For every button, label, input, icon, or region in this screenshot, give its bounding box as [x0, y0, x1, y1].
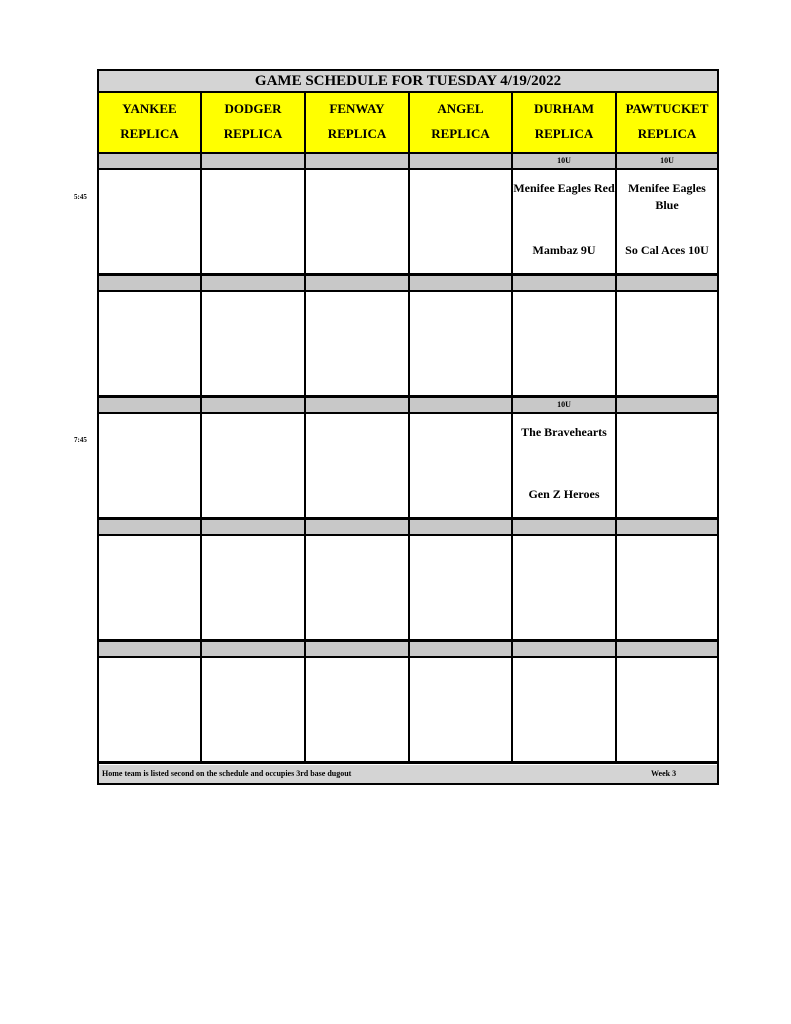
division-band [202, 520, 306, 536]
game-cell [306, 536, 410, 642]
game-cell [202, 414, 306, 520]
division-band [513, 276, 617, 292]
division-band [617, 642, 717, 658]
away-team: Menifee Eagles Blue [628, 181, 706, 212]
game-cell [513, 170, 617, 276]
game-cell [513, 414, 617, 520]
field-type: REPLICA [637, 126, 697, 141]
field-header-durham [513, 93, 617, 154]
game-cell [99, 658, 202, 764]
game-cell [202, 658, 306, 764]
footer-bar [99, 765, 717, 783]
division-band [617, 276, 717, 292]
page-title: GAME SCHEDULE FOR TUESDAY 4/19/2022 [99, 71, 717, 93]
game-cell [513, 536, 617, 642]
game-cell [306, 170, 410, 276]
away-team: The Bravehearts [521, 425, 607, 439]
field-header-fenway [306, 93, 410, 154]
time-label-slot-3: 7:45 [74, 436, 87, 444]
game-cell [306, 292, 410, 398]
game-cell [617, 414, 717, 520]
game-cell [99, 292, 202, 398]
division-band: 10U [513, 398, 617, 414]
footer-note: Home team is listed second on the schedule and occupies 3rd base dugout [102, 769, 352, 778]
division-band [202, 398, 306, 414]
field-name: PAWTUCKET [625, 101, 709, 116]
division-band [410, 154, 513, 170]
division-band: 10U [617, 154, 717, 170]
division-band [617, 520, 717, 536]
division-band [306, 398, 410, 414]
game-cell [99, 414, 202, 520]
field-type: REPLICA [431, 126, 490, 141]
field-name: ANGEL [437, 101, 484, 116]
game-cell [99, 536, 202, 642]
home-team: Gen Z Heroes [528, 487, 600, 501]
division-band [202, 642, 306, 658]
schedule-sheet [97, 69, 719, 785]
field-header-yankee [99, 93, 202, 154]
game-cell [617, 170, 717, 276]
division-band [306, 276, 410, 292]
field-type: REPLICA [120, 126, 179, 141]
game-cell [410, 658, 513, 764]
division-band [617, 398, 717, 414]
division-band [410, 276, 513, 292]
division-band [410, 398, 513, 414]
game-cell [513, 658, 617, 764]
game-cell [617, 658, 717, 764]
division-band [202, 154, 306, 170]
division-band [306, 642, 410, 658]
division-band [513, 642, 617, 658]
game-cell [410, 536, 513, 642]
field-name: YANKEE [122, 101, 177, 116]
time-label-slot-1: 5:45 [74, 193, 87, 201]
field-name: DODGER [224, 101, 282, 116]
division-band [202, 276, 306, 292]
division-band: 10U [513, 154, 617, 170]
field-header-pawtucket [617, 93, 717, 154]
game-cell [410, 292, 513, 398]
home-team: Mambaz 9U [532, 243, 596, 257]
field-header-dodger [202, 93, 306, 154]
game-cell [306, 414, 410, 520]
field-header-angel [410, 93, 513, 154]
field-type: REPLICA [223, 126, 283, 141]
division-band [306, 154, 410, 170]
game-cell [410, 414, 513, 520]
game-cell [617, 536, 717, 642]
division-band [99, 520, 202, 536]
division-band [99, 276, 202, 292]
week-label: Week 3 [651, 769, 677, 778]
game-cell [410, 170, 513, 276]
game-cell [617, 292, 717, 398]
division-band [410, 520, 513, 536]
division-band [513, 520, 617, 536]
division-band [99, 642, 202, 658]
field-type: REPLICA [327, 126, 387, 141]
field-name: FENWAY [329, 101, 385, 116]
home-team: So Cal Aces 10U [625, 243, 709, 257]
game-cell [513, 292, 617, 398]
away-team: Menifee Eagles Red [513, 181, 615, 195]
division-band [410, 642, 513, 658]
game-cell [99, 170, 202, 276]
division-band [99, 398, 202, 414]
division-band [306, 520, 410, 536]
game-cell [202, 292, 306, 398]
division-band [99, 154, 202, 170]
field-name: DURHAM [534, 101, 594, 116]
field-type: REPLICA [534, 126, 594, 141]
game-cell [202, 170, 306, 276]
game-cell [202, 536, 306, 642]
game-cell [306, 658, 410, 764]
